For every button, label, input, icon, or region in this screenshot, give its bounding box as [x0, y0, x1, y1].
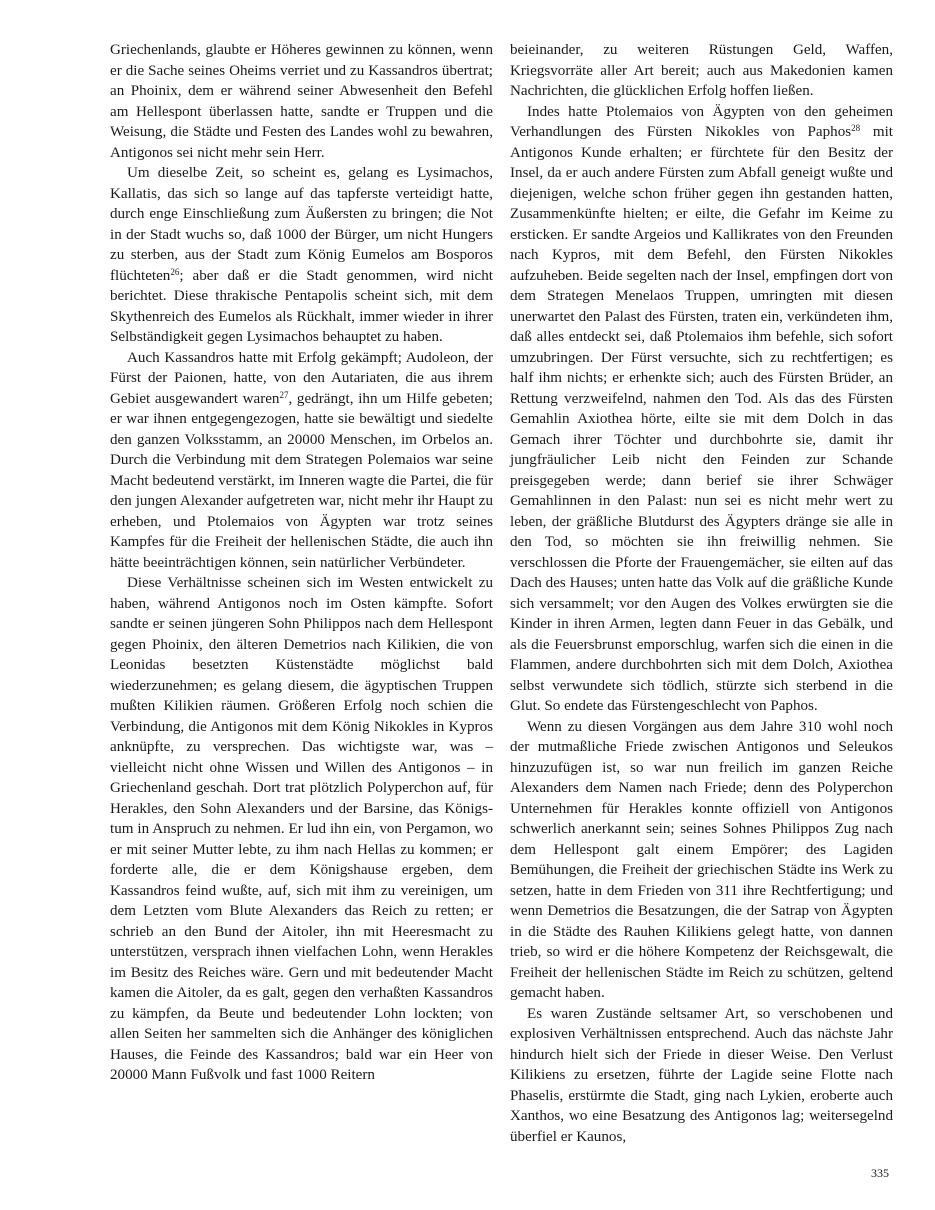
left-text-column [110, 40, 493, 1086]
footnote-reference: 28 [851, 123, 861, 134]
paragraph [510, 102, 893, 717]
paragraph-text: Diese Verhältnisse scheinen sich im Westen entwickelt zu haben, während Antigonos noch im Osten kämpfte. Sofort sandte er seinen jüngeren Sohn Philippos nach dem Hellespont gegen Phoinix, den älteren Demetrios nach Kilikien, die von Leonidas besetzten Küstenstädte möglichst bald wiederzunehmen; es gelang diesem, die ägyptischen Truppen mußten Kilikien räumen. Größeren Erfolg noch schien die Verbindung, die Antigonos mit dem König Nikokles in Kypros anknüpfte, zu versprechen. Das wichtigste war, was – vielleicht nicht ohne Wissen und Willen des Antigonos – in Griechenland geschah. Dort trat plötzlich Polyperchon auf, für Herakles, den Sohn Alexanders und der Barsine, das Königstum in Anspruch zu nehmen. Er lud ihn ein, von Pergamon, wo er mit seiner Mutter lebte, zu ihm nach Hellas zu kommen; er forderte alle, die er dem Königshause ergeben, dem Kassandros feind wußte, auf, sich mit ihm zu vereinigen, um dem Letzten vom Blute Alexanders das Reich zu retten; er schrieb an den Bund der Aitoler, ihn mit Heeresmacht zu unterstützen, versprach ihnen vielfachen Lohn, wenn Herakles im Besitz des Reiches wäre. Gern und mit bedeutender Macht kamen die Aitoler, da es galt, gegen den verhaßten Kassandros zu kämpfen, da Beute und bedeutender Lohn lockten; von allen Seiten her sammelten sich die Anhänger des königlichen Hauses, die Feinde des Kassandros; bald war ein Heer von 20000 Mann Fußvolk und fast 1000 Reitern [110, 575, 493, 1083]
paragraph-text: beieinander, zu weiteren Rüstungen Geld, Waffen, Kriegsvorräte aller Art bereit; auch aus Makedonien kamen Nachrichten, die glücklichen Erfolg hoffen ließen. [510, 42, 893, 99]
right-text-column [510, 40, 893, 1147]
paragraph [510, 717, 893, 1004]
paragraph-text: Wenn zu diesen Vorgängen aus dem Jahre 310 wohl noch der mutmaßliche Friede zwischen Antigonos und Seleukos hinzuzufügen ist, so war nun freilich im ganzen Reiche Alexanders dem Namen nach Friede; denn des Polyperchon Unternehmen für Herakles konnte offiziell von Antigonos schwerlich anerkannt sein; seines Sohnes Philippos Zug nach dem Hellespont galt einem Empörer; des Lagiden Bemühungen, die Freiheit der griechischen Städte ins Werk zu setzen, hatte in dem Frieden von 311 ihre Rechtfertigung; und wenn Demetrios die Besatzungen, die der Satrap von Ägypten in die Städte des Rauhen Kilikiens gelegt hatte, von dannen trieb, so wird er die höhere Kompetenz der Reichsgewalt, die Freiheit der hellenischen Städte im Reich zu schützen, geltend gemacht haben. [510, 718, 893, 1001]
paragraph-text: ; aber daß er die Stadt genommen, wird nicht berichtet. Diese thrakische Pentapolis scheint sich, mit dem Skythenreich des Eumelos als Rückhalt, immer wieder in ihrer Selbständigkeit gegen Lysimachos behauptet zu haben. [110, 267, 493, 345]
paragraph-text: Auch Kassandros hatte mit Erfolg gekämpft; Audoleon, der Fürst der Paionen, hatte, von den Autariaten, die aus ihrem Gebiet ausgewandert waren [110, 349, 493, 407]
paragraph [510, 40, 893, 102]
page-number: 335 [871, 1166, 889, 1180]
paragraph [110, 40, 493, 163]
paragraph-text: Griechenlands, glaubte er Höheres gewinnen zu können, wenn er die Sache seines Oheims verriet und zu Kassandros übertrat; an Phoinix, dem er während seiner Abwesenheit den Befehl am Hellespont überlassen hatte, sandte er Truppen und die Weisung, die Städte und Festen des Landes wohl zu bewahren, Antigonos sei nicht mehr sein Herr. [110, 42, 493, 161]
footnote-reference: 26 [170, 266, 180, 277]
paragraph-text: Indes hatte Ptolemaios von Ägypten von den geheimen Verhandlungen des Fürsten Nikokles von Paphos [510, 103, 893, 140]
paragraph-text: Um dieselbe Zeit, so scheint es, gelang es Lysimachos, Kallatis, das sich so lange auf das tapferste verteidigt hatte, durch enge Einschließung zum Äußersten zu bringen; die Not in der Stadt wuchs so, daß 1000 der Bürger, um nicht Hungers zu sterben, aus der Stadt zum König Eumelos am Bosporos flüchteten [110, 165, 493, 284]
paragraph [510, 1004, 893, 1148]
paragraph-text: , gedrängt, ihn um Hilfe gebeten; er war ihnen entgegengezogen, hatte sie bewältigt und siedelte den ganzen Volksstamm, an 20000 Menschen, im Orbelos an. Durch die Verbindung mit dem Strategen Polemaios war seine Macht bedeutend verstärkt, im Inneren wagte die Partei, die für den jungen Alexander aufgetreten war, nicht mehr ihr Haupt zu erheben, und Ptolemaios von Ägypten war trotz seines Kampfes für die Freiheit der hellenischen Städte, die auch ihn hätte beeinträchtigen können, sein natürlicher Verbündeter. [110, 390, 493, 571]
footnote-reference: 27 [279, 389, 289, 400]
paragraph-text: mit Antigonos Kunde erhalten; er fürchtete für den Besitz der Insel, da er auch andere Fürsten zum Abfall geneigt wußte und diejenigen, welche schon früher gegen ihn gestanden hatten, Zusammenkünfte hielten; er eilte, die Gefahr im Keime zu ersticken. Er sandte Argeios und Kallikrates von den Freunden nach Kypros, mit dem Befehl, den Fürsten Nikokles aufzuheben. Beide segelten nach der Insel, empfingen dort von dem Strategen Menelaos Truppen, umringten mit diesen unerwartet den Palast des Fürsten, traten ein, verkündeten ihm, daß alles entdeckt sei, daß Ptolemaios ihm befehle, sich sofort umzubringen. Der Fürst versuchte, sich zu rechtfertigen; es half ihm nichts; er erhenkte sich; auch des Fürsten Brüder, an Rettung verzweifelnd, nahmen den Tod. Als das des Fürsten Gemahlin Axiothea hörte, eilte sie mit dem Dolch in das Gemach ihrer Töchter und durchbohrte sie, damit ihr jungfräulicher Leib nicht den Feinden zur Schande preisgegeben werde; dann berief sie ihrer Schwäger Gemahlinnen in den Palast: nun sei es nicht mehr wert zu leben, der gräßliche Blutdurst des Ägypters dränge sie alle in den Tod, so möchten sie ihn freiwillig nehmen. Sie verschlossen die Pforte der Frauengemächer, sie eilten auf das Dach des Hauses; unten hatte das Volk auf die gräßliche Kunde sich versammelt; vor den Augen des Volkes erwürgten sie die Kinder in ihren Armen, legten dann Feuer in das Gebälk, und als die Feuersbrunst emporschlug, warfen sich die einen in die Flammen, andere durchbohrten sich mit dem Dolch, Axiothea selbst verwundete sich tödlich, stürzte sich sterbend in die Glut. So endete das Fürstengeschlecht von Paphos. [510, 124, 893, 714]
paragraph [110, 348, 493, 574]
paragraph [110, 573, 493, 1086]
paragraph [110, 163, 493, 348]
paragraph-text: Es waren Zustände seltsamer Art, so verschobenen und explosiven Verhältnissen entsprechend. Auch das nächste Jahr hindurch hielt sich der Friede in dieser Weise. Den Verlust Kilikiens zu ersetzen, führte der Lagide seine Flotte nach Phaselis, erstürmte die Stadt, ging nach Lykien, eroberte auch Xanthos, wo eine Besatzung des Antigonos lag; weitersegelnd überfiel er Kaunos, [510, 1005, 893, 1145]
